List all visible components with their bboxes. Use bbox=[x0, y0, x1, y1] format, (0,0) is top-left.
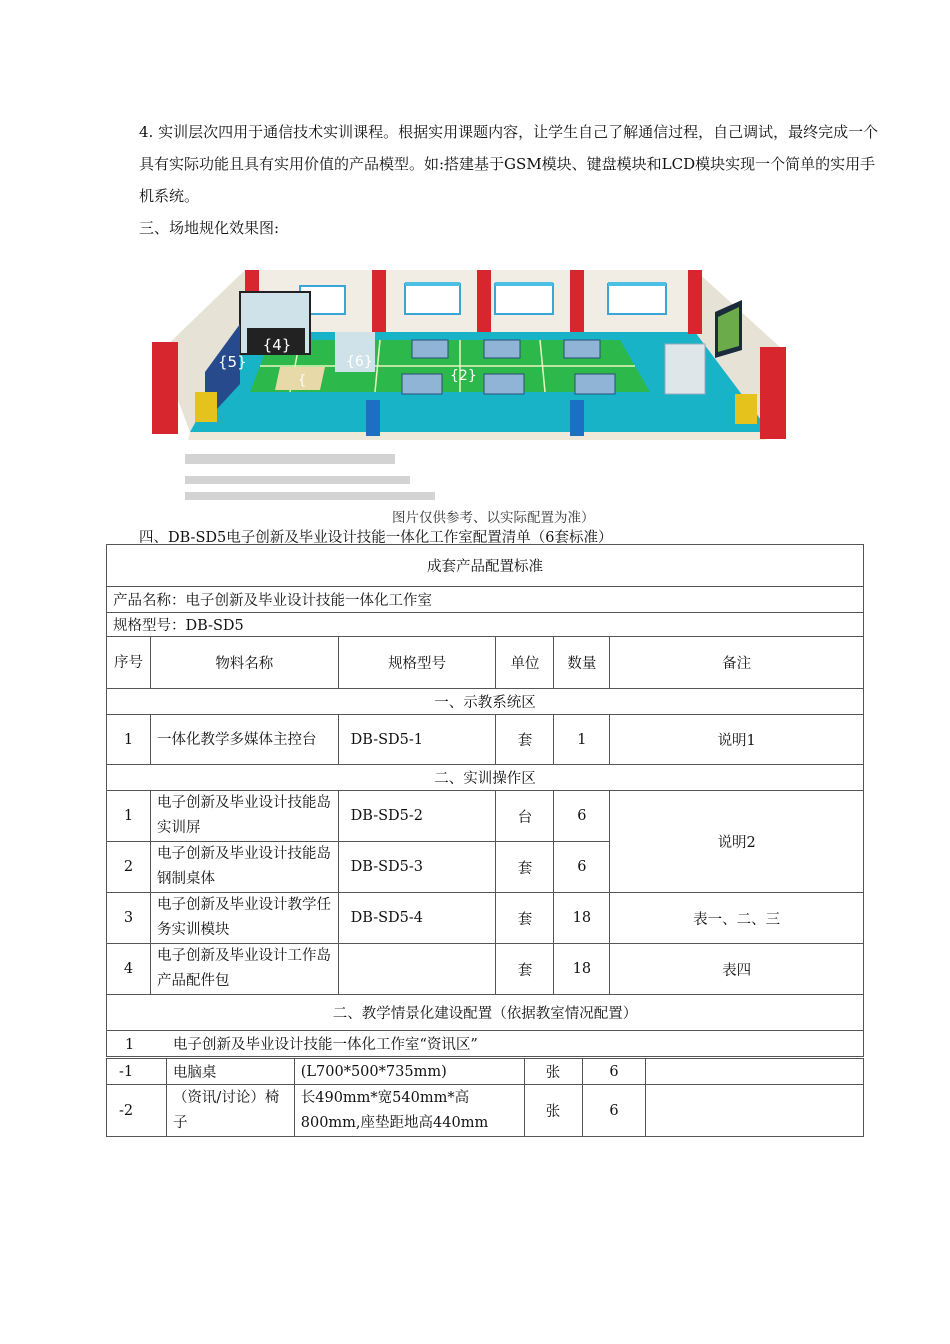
cell-note: 说明2 bbox=[610, 791, 864, 893]
cell-spec: DB-SD5-2 bbox=[338, 791, 496, 842]
zone3-heading: 二、教学情景化建设配置（依据教室情况配置） bbox=[107, 995, 864, 1031]
table-row bbox=[107, 791, 864, 842]
zone-label-4: {4} bbox=[262, 336, 292, 354]
site-plan-figure bbox=[150, 262, 800, 512]
cell-spec: DB-SD5-3 bbox=[338, 842, 496, 893]
cell-spec: 长490mm*宽540mm*高800mm,座垫距地高440mm bbox=[294, 1085, 524, 1137]
zone-label-2: {2} bbox=[450, 368, 477, 384]
cell-unit: 台 bbox=[496, 791, 554, 842]
config-table-continued bbox=[106, 1058, 864, 1137]
table-row bbox=[107, 715, 864, 765]
cell-qty: 1 bbox=[554, 715, 610, 765]
cell-unit: 套 bbox=[496, 842, 554, 893]
cell-note bbox=[646, 1059, 864, 1085]
header-row bbox=[107, 637, 864, 689]
table-row bbox=[107, 1059, 864, 1085]
cell-qty: 6 bbox=[582, 1059, 646, 1085]
cell-unit: 张 bbox=[524, 1059, 582, 1085]
cell-seq: 1 bbox=[107, 791, 151, 842]
cell-unit: 套 bbox=[496, 944, 554, 995]
cell-seq: 1 bbox=[107, 715, 151, 765]
cell-qty: 6 bbox=[554, 842, 610, 893]
cell-spec: DB-SD5-4 bbox=[338, 893, 496, 944]
cell-spec: (L700*500*735mm) bbox=[294, 1059, 524, 1085]
cell-name: 电脑桌 bbox=[166, 1059, 294, 1085]
section-4-heading: 四、DB-SD5电子创新及毕业设计技能一体化工作室配置清单（6套标准） bbox=[139, 530, 613, 546]
cell-seq: 3 bbox=[107, 893, 151, 944]
cell-note: 表四 bbox=[610, 944, 864, 995]
zone3-sub-seq: 1 bbox=[125, 1037, 135, 1053]
cell-qty: 6 bbox=[554, 791, 610, 842]
zone-label-5: {5} bbox=[218, 353, 247, 371]
cell-qty: 18 bbox=[554, 893, 610, 944]
table-row bbox=[107, 1085, 864, 1137]
table-row bbox=[107, 893, 864, 944]
figure-caption: 图片仅供参考、以实际配置为准） bbox=[392, 510, 595, 526]
config-table bbox=[106, 544, 864, 1057]
cell-unit: 套 bbox=[496, 893, 554, 944]
header-unit: 单位 bbox=[496, 637, 554, 689]
product-model: 规格型号：DB-SD5 bbox=[107, 613, 864, 637]
cell-name: 电子创新及毕业设计技能岛实训屏 bbox=[150, 791, 338, 842]
cell-seq: 2 bbox=[107, 842, 151, 893]
cell-name: 一体化教学多媒体主控台 bbox=[150, 715, 338, 765]
zone2-heading: 二、实训操作区 bbox=[107, 765, 864, 791]
table-title: 成套产品配置标准 bbox=[107, 545, 864, 587]
cell-spec bbox=[338, 944, 496, 995]
cell-spec: DB-SD5-1 bbox=[338, 715, 496, 765]
zone1-heading: 一、示教系统区 bbox=[107, 689, 864, 715]
zone-label-1: { bbox=[298, 373, 307, 388]
header-note: 备注 bbox=[610, 637, 864, 689]
cell-name: 电子创新及毕业设计工作岛产品配件包 bbox=[150, 944, 338, 995]
zone3-sub-title: 电子创新及毕业设计技能一体化工作室“资讯区” bbox=[173, 1037, 478, 1053]
cell-name: 电子创新及毕业设计教学任务实训模块 bbox=[150, 893, 338, 944]
cell-note bbox=[646, 1085, 864, 1137]
cell-seq: 4 bbox=[107, 944, 151, 995]
header-qty: 数量 bbox=[554, 637, 610, 689]
zone3-subheading bbox=[107, 1031, 864, 1057]
cell-seq: -1 bbox=[107, 1059, 167, 1085]
cell-unit: 套 bbox=[496, 715, 554, 765]
cell-note: 表一、二、三 bbox=[610, 893, 864, 944]
zone-label-6: {6} bbox=[346, 354, 373, 370]
paragraph-item-4: 4. 实训层次四用于通信技术实训课程。根据实用课题内容，让学生自己了解通信过程，自己调试，最终完成一个具有实际功能且具有实用价值的产品模型。如:搭建基于GSM模块、键盘模块和LCD模块实现一个简单的实用手机系统。 bbox=[139, 123, 879, 205]
cell-name: 电子创新及毕业设计技能岛钢制桌体 bbox=[150, 842, 338, 893]
cell-name: （资讯/讨论）椅子 bbox=[166, 1085, 294, 1137]
table-row bbox=[107, 944, 864, 995]
cell-unit: 张 bbox=[524, 1085, 582, 1137]
cell-qty: 6 bbox=[582, 1085, 646, 1137]
header-name: 物料名称 bbox=[150, 637, 338, 689]
header-spec: 规格型号 bbox=[338, 637, 496, 689]
cell-note: 说明1 bbox=[610, 715, 864, 765]
section-3-heading: 三、场地规化效果图: bbox=[139, 219, 280, 237]
header-seq: 序号 bbox=[107, 637, 151, 689]
cell-seq: -2 bbox=[107, 1085, 167, 1137]
product-name: 产品名称：电子创新及毕业设计技能一体化工作室 bbox=[107, 587, 864, 613]
cell-qty: 18 bbox=[554, 944, 610, 995]
